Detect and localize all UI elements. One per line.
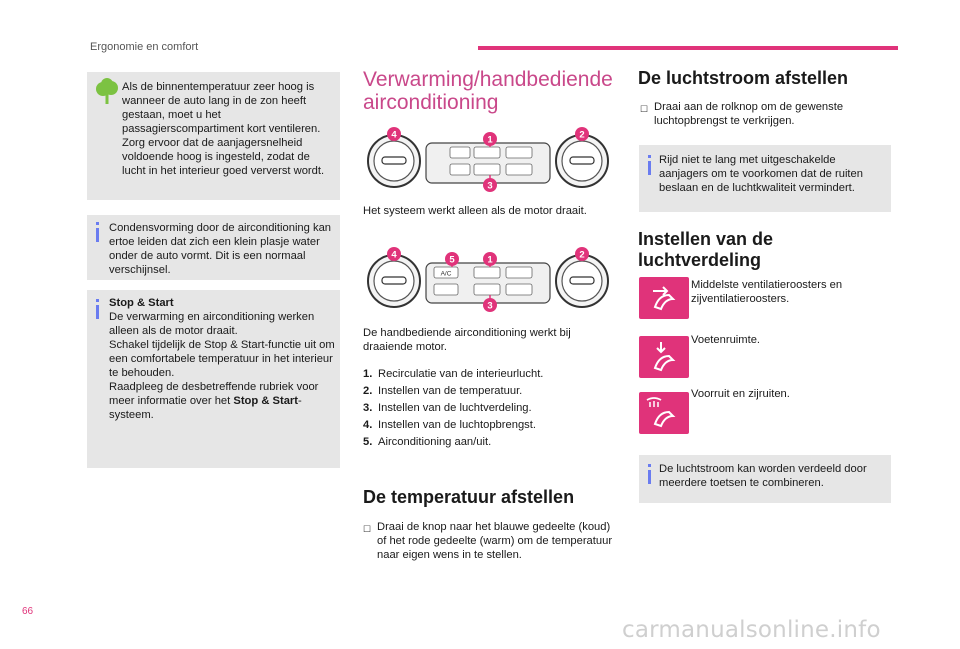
callout-4 <box>387 247 401 261</box>
svg-text:5: 5 <box>449 254 455 266</box>
svg-text:1: 1 <box>487 134 493 146</box>
foot-vent-icon <box>639 336 689 378</box>
checkbox-bullet-icon: ☐ <box>363 524 372 534</box>
list-item: 3. Instellen van de luchtverdeling. <box>363 402 532 414</box>
windscreen-vent-icon <box>639 392 689 434</box>
list-item: 1. Recirculatie van de interieurlucht. <box>363 368 544 380</box>
eco-tip-box <box>87 72 340 200</box>
stop-start-text <box>109 296 337 422</box>
combine-note-text: De luchtstroom kan worden verdeeld door meerdere toetsen te combineren. <box>659 463 867 489</box>
mode-label: Voorruit en zijruiten. <box>691 388 790 400</box>
stop-start-line1: De verwarming en airconditioning werken alleen als de motor draait. <box>109 311 315 337</box>
control-panel-diagram <box>362 125 614 197</box>
airflow-title: De luchtstroom afstellen <box>638 68 849 88</box>
callout-4 <box>387 127 401 141</box>
face-vent-icon <box>639 277 689 319</box>
header-accent-bar <box>478 46 898 50</box>
svg-text:1: 1 <box>487 254 493 266</box>
list-item: 4. Instellen van de luchtopbrengst. <box>363 419 536 431</box>
condensation-text: Condensvorming door de airconditioning kan ertoe leiden dat zich een klein plasje water onder de auto vormt. Dit is een normaal verschijnsel. <box>109 222 332 276</box>
callout-2 <box>575 247 589 261</box>
distribution-title: Instellen van de luchtverdeling <box>638 229 774 270</box>
svg-text:3: 3 <box>487 180 493 192</box>
control-panel-ac-diagram <box>362 245 614 317</box>
section-header: Ergonomie en comfort <box>90 41 199 53</box>
eco-tip-text: Als de binnentemperatuur zeer hoog is wanneer de auto lang in de zon heeft gestaan, moet u het passagierscompartiment kort ventileren. Zorg ervoor dat de aanjagersnelheid voldoende hoog is ingesteld, zodat de lucht in het interieur goed ververst wordt. <box>122 81 325 177</box>
svg-text:4: 4 <box>391 129 397 141</box>
page-number: 66 <box>22 606 34 617</box>
watermark: carmanualsonline.info <box>622 617 881 643</box>
caption-2: De handbediende airconditioning werkt bij draaiende motor. <box>363 327 571 353</box>
list-item: 5. Airconditioning aan/uit. <box>363 436 492 448</box>
svg-text:3: 3 <box>487 300 493 312</box>
caption-1: Het systeem werkt alleen als de motor draait. <box>363 205 587 217</box>
airflow-note <box>639 145 891 212</box>
mode-label: Voetenruimte. <box>691 334 761 346</box>
list-item: 2. Instellen van de temperatuur. <box>363 385 523 397</box>
temperature-instruction: ☐ Draai de knop naar het blauwe gedeelte (koud) of het rode gedeelte (warm) om de temperatuur naar eigen wens in te stellen. <box>363 521 613 561</box>
stop-start-line2: Schakel tijdelijk de Stop & Start-functie uit om een comfortabele temperatuur in het interieur te behouden. <box>109 339 335 379</box>
stop-start-line3: Raadpleeg de desbetreffende rubriek voor meer informatie over het Stop & Start-systeem. <box>109 381 319 421</box>
mode-label: Middelste ventilatieroosters en zijventilatieroosters. <box>691 279 843 305</box>
airflow-note-text: Rijd niet te lang met uitgeschakelde aanjagers om te voorkomen dat de ruiten beslaan en de luchtkwaliteit vermindert. <box>659 154 863 194</box>
ac-label: A/C <box>440 270 452 278</box>
info-icon <box>648 161 651 175</box>
svg-text:2: 2 <box>579 249 585 261</box>
svg-text:2: 2 <box>579 129 585 141</box>
svg-text:4: 4 <box>391 249 397 261</box>
tree-icon <box>94 78 120 106</box>
info-icon <box>96 305 99 319</box>
callout-2 <box>575 127 589 141</box>
controls-list <box>363 366 613 451</box>
info-icon <box>648 470 651 484</box>
heating-title: Verwarming/handbediende airconditioning <box>363 68 613 114</box>
airflow-instruction: ☐ Draai aan de rolknop om de gewenste luchtopbrengst te verkrijgen. <box>640 101 844 127</box>
condensation-note <box>87 215 340 280</box>
stop-start-note <box>87 290 340 468</box>
temperature-title: De temperatuur afstellen <box>363 487 575 507</box>
combine-note <box>639 455 891 503</box>
stop-start-title: Stop & Start <box>109 297 174 309</box>
info-icon <box>96 228 99 242</box>
checkbox-bullet-icon: ☐ <box>640 104 649 114</box>
